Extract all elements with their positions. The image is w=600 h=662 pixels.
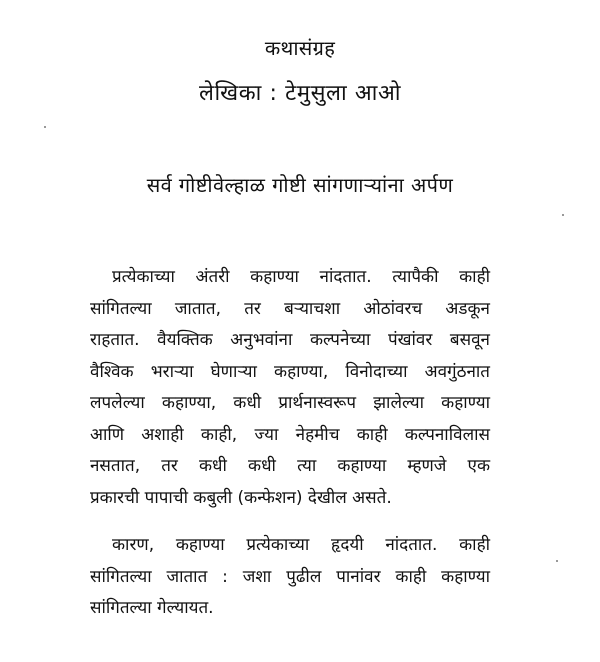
scan-speck	[556, 560, 558, 562]
paragraph-1	[90, 262, 490, 514]
paragraph-line: राहतात. वैयक्तिक अनुभवांना कल्पनेच्या पंखांवर बसवून	[90, 330, 490, 350]
paragraph-2	[90, 530, 490, 625]
paragraph-line: आणि अशाही काही, ज्या नेहमीच काही कल्पनाविलास	[90, 424, 490, 445]
paragraph-line: सांगितल्या जातात : जशा पुढील पानांवर काही कहाण्या	[90, 566, 490, 587]
dedication-line: सर्व गोष्टीवेल्हाळ गोष्टी सांगणाऱ्यांना अर्पण	[146, 173, 454, 197]
author-line: लेखिका : टेमुसुला आओ	[198, 81, 402, 106]
paragraph-line: वैश्विक भराऱ्या घेणाऱ्या कहाण्या, विनोदाच्या अवगुंठनात	[90, 361, 490, 382]
paragraph-line: लपलेल्या कहाण्या, कधी प्रार्थनास्वरूप झालेल्या कहाण्या	[90, 393, 490, 413]
paragraph-line: प्रत्येकाच्या अंतरी कहाण्या नांदतात. त्यापैकी काही	[112, 267, 490, 287]
book-genre-title: कथासंग्रह	[264, 36, 336, 60]
scan-speck	[562, 214, 564, 216]
paragraph-line: प्रकारची पापाची कबुली (कन्फेशन) देखील असते.	[90, 487, 392, 508]
scan-speck	[44, 126, 46, 128]
paragraph-line: कारण, कहाण्या प्रत्येकाच्या हृदयी नांदतात. काही	[112, 535, 490, 555]
paragraph-line: सांगितल्या जातात, तर बऱ्याचशा ओठांवरच अडकून	[90, 298, 490, 319]
paragraph-line: नसतात, तर कधी कधी त्या कहाण्या म्हणजे एक	[90, 456, 490, 476]
paragraph-line: सांगितल्या गेल्यायत.	[90, 598, 214, 618]
